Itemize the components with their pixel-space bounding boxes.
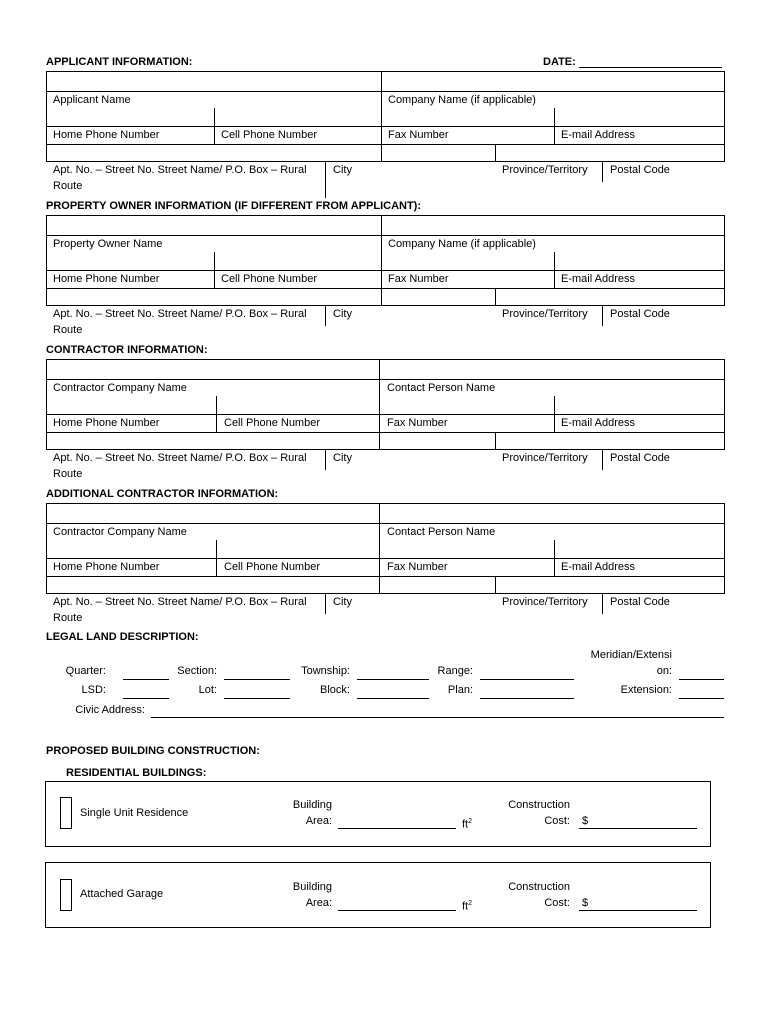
lot-label: Lot: [198,684,217,696]
owner-email-field[interactable]: E-mail Address [561,273,635,285]
applicant-province-field[interactable]: Province/Territory [502,164,588,176]
contractor-table [46,359,725,450]
owner-name-field[interactable]: Property Owner Name [53,238,163,250]
owner-postal-field[interactable]: Postal Code [610,308,670,320]
contractor-cell-phone-field[interactable]: Cell Phone Number [224,417,320,429]
applicant-city-field[interactable]: City [333,164,352,176]
owner-cell-phone-field[interactable]: Cell Phone Number [221,273,317,285]
contractor-postal-field[interactable]: Postal Code [610,452,670,464]
area-unit: $ft^2$ [462,818,473,831]
applicant-address-field[interactable]: Apt. No. – Street No. Street Name/ P.O. Box – Rural [53,164,307,176]
add-contractor-province-field[interactable]: Province/Territory [502,596,588,608]
township-label: Township: [301,665,350,677]
owner-fax-field[interactable]: Fax Number [388,273,449,285]
construction-cost-label: Construction [508,799,570,811]
block-label: Block: [320,684,350,696]
extension-field[interactable] [679,698,724,699]
add-contractor-postal-field[interactable]: Postal Code [610,596,670,608]
applicant-table [46,71,725,162]
contractor-city-field[interactable]: City [333,452,352,464]
civic-address-label: Civic Address: [75,704,145,716]
plan-field[interactable] [480,698,574,699]
date-field[interactable] [579,67,722,68]
applicant-home-phone-field[interactable]: Home Phone Number [53,129,160,141]
range-field[interactable] [480,679,574,680]
add-contractor-company-field[interactable]: Contractor Company Name [53,526,187,538]
date-label: DATE: [543,56,576,68]
owner-city-field[interactable]: City [333,308,352,320]
building-area-label-line2: Area: [305,815,332,827]
owner-address-line2: Route [53,324,83,336]
owner-province-field[interactable]: Province/Territory [502,308,588,320]
civic-address-field[interactable] [151,717,724,718]
applicant-section-title: APPLICANT INFORMATION: [46,56,193,68]
legal-section-title: LEGAL LAND DESCRIPTION: [46,631,199,643]
township-field[interactable] [357,679,429,680]
attached-garage-checkbox[interactable] [60,879,72,911]
owner-address-field[interactable]: Apt. No. – Street No. Street Name/ P.O. Box – Rural [53,308,307,320]
add-contractor-address-line2: Route [53,612,83,624]
contractor-address-field[interactable]: Apt. No. – Street No. Street Name/ P.O. Box – Rural [53,452,307,464]
contractor-province-field[interactable]: Province/Territory [502,452,588,464]
attached-garage-cost-field[interactable] [579,910,697,911]
owner-section-title: PROPERTY OWNER INFORMATION (IF DIFFERENT FROM APPLICANT): [46,200,421,212]
construction-cost-label: Construction [508,881,570,893]
lsd-field[interactable] [123,698,169,699]
contractor-section-title: CONTRACTOR INFORMATION: [46,344,208,356]
applicant-address-line2: Route [53,180,83,192]
owner-company-field[interactable]: Company Name (if applicable) [388,238,536,250]
add-contractor-table [46,503,725,594]
quarter-label: Quarter: [65,665,106,677]
contractor-contact-field[interactable]: Contact Person Name [387,382,496,394]
single-unit-area-field[interactable] [338,828,456,829]
applicant-company-field[interactable]: Company Name (if applicable) [388,94,536,106]
owner-table [46,215,725,306]
currency-symbol: $ [582,897,589,909]
attached-garage-label: Attached Garage [80,888,164,900]
add-contractor-home-phone-field[interactable]: Home Phone Number [53,561,160,573]
add-contractor-contact-field[interactable]: Contact Person Name [387,526,496,538]
applicant-cell-phone-field[interactable]: Cell Phone Number [221,129,317,141]
quarter-field[interactable] [123,679,169,680]
building-area-label-line2: Area: [305,897,332,909]
block-field[interactable] [357,698,429,699]
single-unit-cost-field[interactable] [579,828,697,829]
contractor-address-line2: Route [53,468,83,480]
range-label: Range: [437,665,473,677]
plan-label: Plan: [447,684,473,696]
meridian-field[interactable] [679,679,724,680]
add-contractor-section-title: ADDITIONAL CONTRACTOR INFORMATION: [46,488,279,500]
contractor-fax-field[interactable]: Fax Number [387,417,448,429]
currency-symbol: $ [582,815,589,827]
section-label: Section: [177,665,217,677]
lot-field[interactable] [224,698,290,699]
section-field[interactable] [224,679,290,680]
add-contractor-fax-field[interactable]: Fax Number [387,561,448,573]
applicant-fax-field[interactable]: Fax Number [388,129,449,141]
owner-home-phone-field[interactable]: Home Phone Number [53,273,160,285]
contractor-company-field[interactable]: Contractor Company Name [53,382,187,394]
construction-cost-label-line2: Cost: [544,815,570,827]
applicant-name-field[interactable]: Applicant Name [53,94,131,106]
area-unit: $ft^2$ [462,900,473,913]
add-contractor-cell-phone-field[interactable]: Cell Phone Number [224,561,320,573]
applicant-email-field[interactable]: E-mail Address [561,129,635,141]
meridian-label: Meridian/Extensi [590,649,672,661]
add-contractor-address-field[interactable]: Apt. No. – Street No. Street Name/ P.O. Box – Rural [53,596,307,608]
construction-cost-label-line2: Cost: [544,897,570,909]
add-contractor-email-field[interactable]: E-mail Address [561,561,635,573]
residential-subtitle: RESIDENTIAL BUILDINGS: [66,767,207,779]
applicant-postal-field[interactable]: Postal Code [610,164,670,176]
single-unit-residence-checkbox[interactable] [60,797,72,829]
lsd-label: LSD: [81,684,106,696]
contractor-email-field[interactable]: E-mail Address [561,417,635,429]
add-contractor-city-field[interactable]: City [333,596,352,608]
construction-section-title: PROPOSED BUILDING CONSTRUCTION: [46,745,260,757]
single-unit-residence-label: Single Unit Residence [80,807,189,819]
building-area-label: Building [292,881,332,893]
meridian-label-line2: on: [656,665,672,677]
contractor-home-phone-field[interactable]: Home Phone Number [53,417,160,429]
extension-label: Extension: [620,684,672,696]
attached-garage-area-field[interactable] [338,910,456,911]
building-area-label: Building [292,799,332,811]
